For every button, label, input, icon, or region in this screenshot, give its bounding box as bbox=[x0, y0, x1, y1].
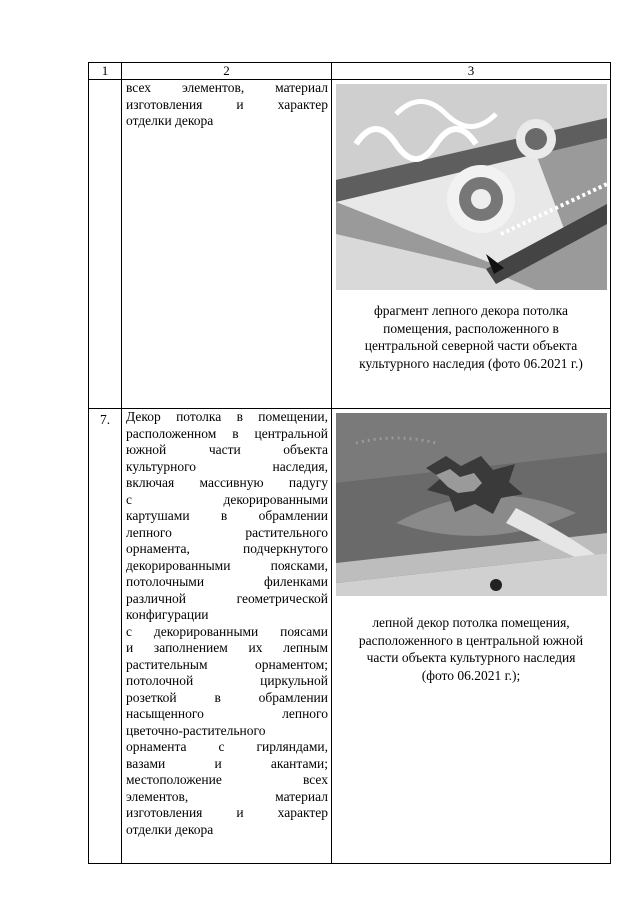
caption-line: расположенного в центральной южной bbox=[358, 632, 584, 648]
caption-line: центральной северной части объекта bbox=[364, 338, 578, 353]
description-line: потолочными филенками bbox=[126, 574, 328, 589]
ceiling-molding-photo bbox=[336, 84, 607, 290]
header-cell-1: 1 bbox=[89, 63, 122, 80]
description-line: декорированными поясками, bbox=[126, 557, 328, 573]
description-line: расположенном в центральной bbox=[126, 425, 328, 441]
description-line: с декорированными bbox=[126, 491, 328, 507]
description-line: потолочной циркульной bbox=[126, 673, 328, 688]
description-line: розеткой в обрамлении bbox=[126, 689, 328, 705]
table-row bbox=[89, 409, 611, 864]
row-photo-cell bbox=[332, 80, 611, 409]
description-line: всех элементов, материал bbox=[126, 80, 328, 95]
table-row bbox=[89, 80, 611, 409]
row-photo-cell bbox=[332, 409, 611, 864]
photo-caption bbox=[338, 302, 604, 372]
description-line: и заполнением их лепным bbox=[126, 640, 328, 655]
header-cell-2: 2 bbox=[122, 63, 332, 80]
row-description bbox=[122, 80, 332, 409]
caption-line: помещения, расположенного в bbox=[383, 320, 559, 336]
header-cell-3: 3 bbox=[332, 63, 611, 80]
caption-line: культурного наследия (фото 06.2021 г.) bbox=[359, 355, 583, 371]
description-line: изготовления и характер bbox=[126, 96, 328, 112]
description-line: конфигурации bbox=[126, 607, 209, 622]
description-line: цветочно-растительного bbox=[126, 722, 266, 738]
row-description bbox=[122, 409, 332, 864]
caption-line: фрагмент лепного декора потолка bbox=[374, 303, 568, 318]
description-line: насыщенного лепного bbox=[126, 706, 328, 721]
description-line: различной геометрической bbox=[126, 590, 328, 606]
description-line: южной части объекта bbox=[126, 442, 328, 457]
description-line: элементов, материал bbox=[126, 788, 328, 804]
description-line: отделки декора bbox=[126, 821, 214, 837]
ceiling-rosette-photo bbox=[336, 413, 607, 596]
row-number: 7. bbox=[89, 409, 122, 864]
description-line: культурного наследия, bbox=[126, 458, 328, 474]
description-line: вазами и акантами; bbox=[126, 755, 328, 771]
caption-line: лепной декор потолка помещения, bbox=[372, 615, 570, 630]
description-line: местоположение всех bbox=[126, 772, 328, 787]
heritage-items-table bbox=[88, 62, 611, 864]
description-line: орнамента, подчеркнутого bbox=[126, 541, 328, 556]
description-line: с декорированными поясами bbox=[126, 623, 328, 639]
description-line: картушами в обрамлении bbox=[126, 508, 328, 523]
description-line: лепного растительного bbox=[126, 524, 328, 540]
description-line: отделки декора bbox=[126, 113, 214, 128]
description-line: включая массивную падугу bbox=[126, 475, 328, 490]
description-line: растительным орнаментом; bbox=[126, 656, 328, 672]
photo-caption bbox=[338, 614, 604, 684]
description-line: Декор потолка в помещении, bbox=[126, 409, 328, 424]
table-header-row bbox=[89, 63, 611, 80]
caption-line: (фото 06.2021 г.); bbox=[421, 667, 521, 683]
description-line: изготовления и характер bbox=[126, 805, 328, 820]
caption-line: части объекта культурного наследия bbox=[366, 650, 576, 665]
description-line: орнамента с гирляндами, bbox=[126, 739, 328, 754]
row-number bbox=[89, 80, 122, 409]
